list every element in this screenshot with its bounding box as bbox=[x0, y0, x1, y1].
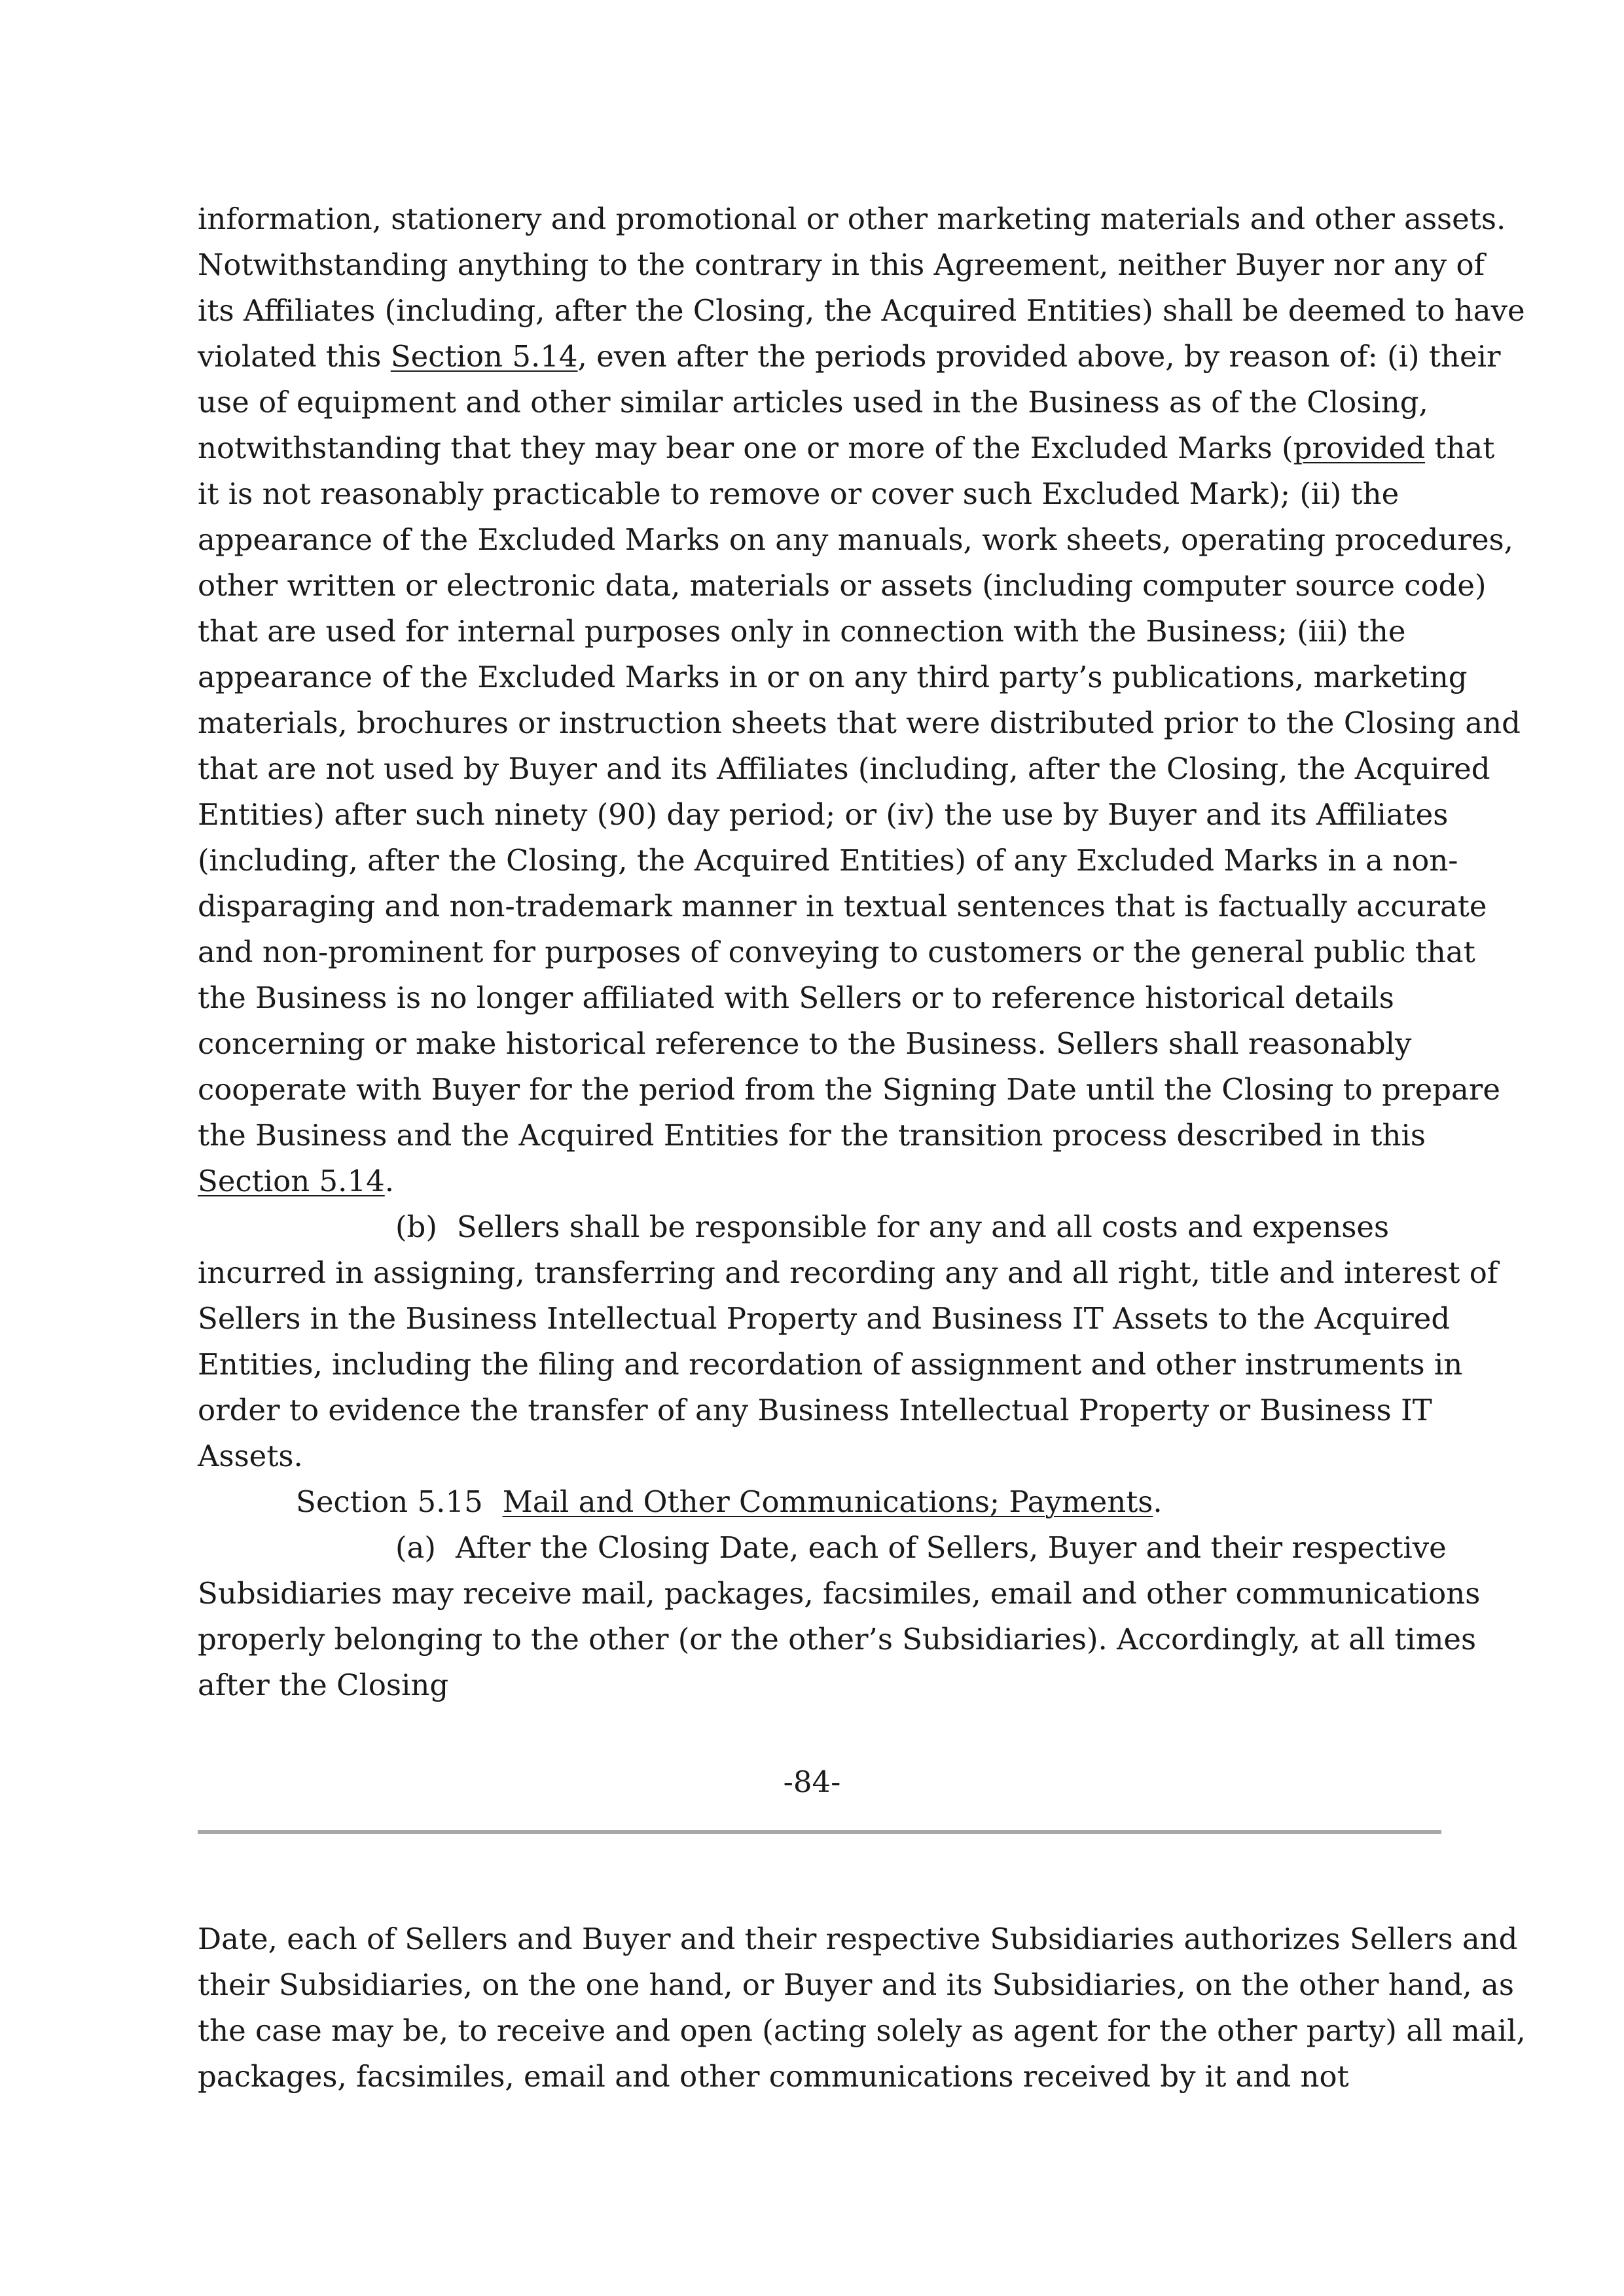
text-fragment: Sellers shall be responsible for any and all costs and expenses bbox=[456, 1210, 1390, 1244]
text-fragment: violated this bbox=[198, 339, 391, 374]
text-fragment: notwithstanding that they may bear one or more of the Excluded Marks ( bbox=[198, 431, 1293, 465]
section-number: Section 5.15 bbox=[296, 1484, 483, 1519]
text-line: that are used for internal purposes only in connection with the Business; (iii) the bbox=[198, 614, 1406, 649]
text-line: the Business is no longer affiliated with Sellers or to reference historical details bbox=[198, 980, 1394, 1015]
subsection-a-heading-line bbox=[198, 1525, 1447, 1571]
text-line: order to evidence the transfer of any Business Intellectual Property or Business IT bbox=[198, 1393, 1432, 1427]
text-line bbox=[198, 425, 1494, 471]
section-reference-link[interactable]: Section 5.14 bbox=[198, 1164, 385, 1198]
text-line: that are not used by Buyer and its Affiliates (including, after the Closing, the Acquired bbox=[198, 751, 1490, 786]
text-line bbox=[198, 334, 1501, 380]
text-line: cooperate with Buyer for the period from the Signing Date until the Closing to prepare bbox=[198, 1072, 1500, 1107]
page-number: -84- bbox=[783, 1765, 841, 1799]
text-line: Sellers in the Business Intellectual Property and Business IT Assets to the Acquired bbox=[198, 1301, 1451, 1336]
text-line: Entities) after such ninety (90) day period; or (iv) the use by Buyer and its Affiliates bbox=[198, 797, 1449, 832]
section-title: Mail and Other Communications; Payments bbox=[502, 1484, 1153, 1519]
text-fragment: , even after the periods provided above, by reason of: (i) their bbox=[577, 339, 1501, 374]
page-break-divider bbox=[198, 1830, 1441, 1834]
text-line: Notwithstanding anything to the contrary in this Agreement, neither Buyer nor any of bbox=[198, 247, 1485, 282]
text-fragment: . bbox=[1153, 1484, 1163, 1519]
text-line: packages, facsimiles, email and other communications received by it and not bbox=[198, 2059, 1349, 2094]
subsection-label: (b) bbox=[395, 1210, 437, 1244]
text-line: appearance of the Excluded Marks on any manuals, work sheets, operating procedures, bbox=[198, 522, 1513, 557]
text-line: Subsidiaries may receive mail, packages, facsimiles, email and other communications bbox=[198, 1576, 1481, 1611]
text-fragment: that bbox=[1425, 431, 1495, 465]
text-line: and non-prominent for purposes of conveying to customers or the general public that bbox=[198, 935, 1475, 969]
text-line bbox=[198, 1158, 394, 1204]
section-reference-link[interactable]: Section 5.14 bbox=[390, 339, 578, 374]
underlined-term: provided bbox=[1293, 431, 1426, 465]
text-line: the Business and the Acquired Entities for the transition process described in this bbox=[198, 1118, 1426, 1153]
subsection-b-heading-line bbox=[198, 1204, 1389, 1250]
text-line: disparaging and non-trademark manner in textual sentences that is factually accurate bbox=[198, 889, 1487, 924]
section-heading bbox=[198, 1479, 1163, 1525]
text-line: its Affiliates (including, after the Closing, the Acquired Entities) shall be deemed to have bbox=[198, 293, 1525, 328]
text-line: Assets. bbox=[198, 1439, 303, 1473]
text-line: (including, after the Closing, the Acquired Entities) of any Excluded Marks in a non- bbox=[198, 843, 1458, 878]
text-line: after the Closing bbox=[198, 1668, 449, 1702]
text-line: appearance of the Excluded Marks in or on any third party’s publications, marketing bbox=[198, 660, 1468, 694]
text-line: their Subsidiaries, on the one hand, or Buyer and its Subsidiaries, on the other hand, as bbox=[198, 1967, 1514, 2002]
subsection-label: (a) bbox=[395, 1530, 436, 1565]
text-fragment: . bbox=[384, 1164, 395, 1198]
text-line: information, stationery and promotional or other marketing materials and other assets. bbox=[198, 202, 1506, 236]
text-line: Entities, including the filing and recordation of assignment and other instruments in bbox=[198, 1347, 1463, 1382]
text-line: other written or electronic data, materials or assets (including computer source code) bbox=[198, 568, 1487, 603]
text-line: incurred in assigning, transferring and recording any and all right, title and interest of bbox=[198, 1255, 1498, 1290]
text-line: use of equipment and other similar articles used in the Business as of the Closing, bbox=[198, 385, 1428, 420]
text-fragment: After the Closing Date, each of Sellers, Buyer and their respective bbox=[455, 1530, 1447, 1565]
text-line: Date, each of Sellers and Buyer and their respective Subsidiaries authorizes Sellers and bbox=[198, 1922, 1518, 1956]
text-line: the case may be, to receive and open (acting solely as agent for the other party) all mail, bbox=[198, 2013, 1526, 2048]
text-line: materials, brochures or instruction sheets that were distributed prior to the Closing and bbox=[198, 706, 1521, 740]
text-line: concerning or make historical reference to the Business. Sellers shall reasonably bbox=[198, 1026, 1412, 1061]
text-line: it is not reasonably practicable to remove or cover such Excluded Mark); (ii) the bbox=[198, 476, 1399, 511]
text-line: properly belonging to the other (or the other’s Subsidiaries). Accordingly, at all times bbox=[198, 1622, 1477, 1657]
